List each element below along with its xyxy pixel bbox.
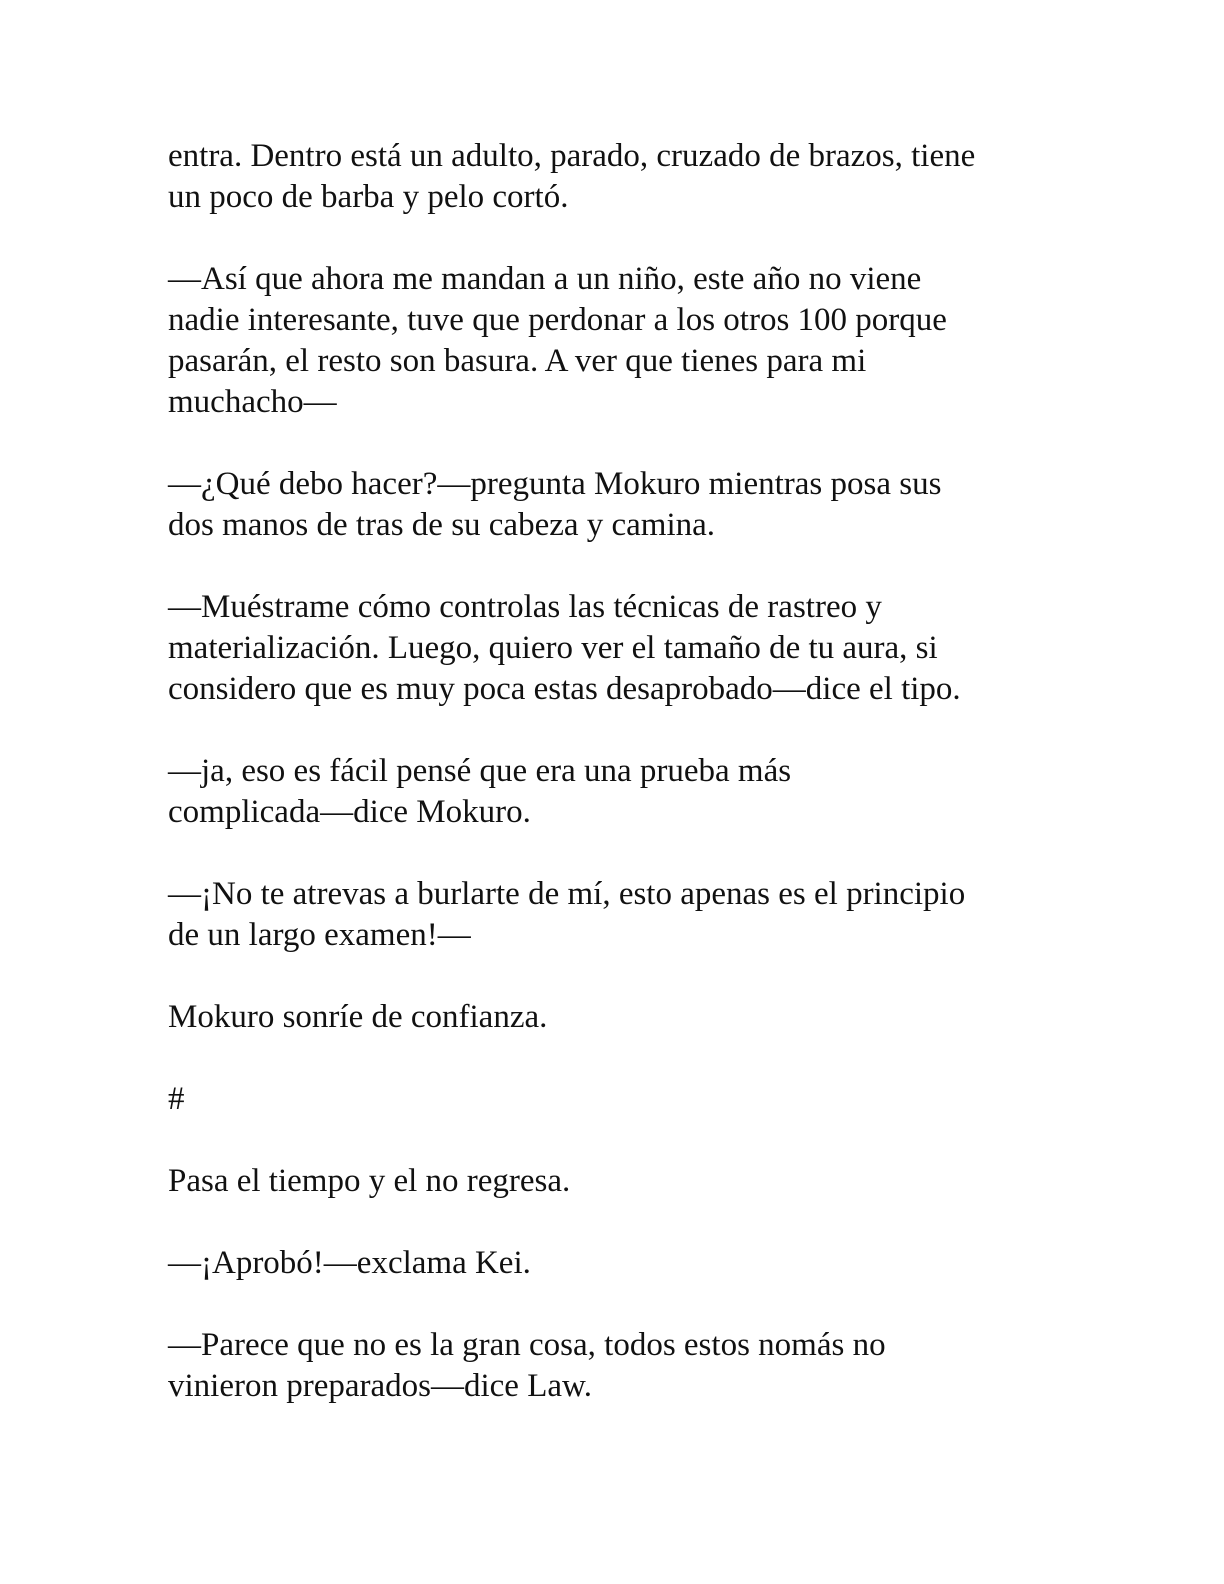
paragraph-7: Mokuro sonríe de confianza. (168, 999, 548, 1035)
scene-break: # (168, 1081, 185, 1117)
paragraph-5: —ja, eso es fácil pensé que era una prueba más complicada—dice Mokuro. (168, 753, 792, 830)
paragraph-4: —Muéstrame cómo controlas las técnicas de rastreo y materialización. Luego, quiero ver el tamaño de tu aura, si considero que es muy poca estas desaprobado—dice el tipo. (168, 589, 961, 707)
paragraph-9: —¡Aprobó!—exclama Kei. (168, 1245, 531, 1281)
paragraph-2: —Así que ahora me mandan a un niño, este año no viene nadie interesante, tuve que perdonar a los otros 100 porque pasarán, el resto son basura. A ver que tienes para mi muchacho— (168, 261, 947, 420)
paragraph-8: Pasa el tiempo y el no regresa. (168, 1163, 571, 1199)
body-text (168, 136, 1068, 1448)
paragraph-1: entra. Dentro está un adulto, parado, cruzado de brazos, tiene un poco de barba y pelo cortó. (168, 138, 976, 215)
paragraph-6: —¡No te atrevas a burlarte de mí, esto apenas es el principio de un largo examen!— (168, 876, 966, 953)
paragraph-3: —¿Qué debo hacer?—pregunta Mokuro mientras posa sus dos manos de tras de su cabeza y camina. (168, 466, 942, 543)
paragraph-10: —Parece que no es la gran cosa, todos estos nomás no vinieron preparados—dice Law. (168, 1327, 886, 1404)
